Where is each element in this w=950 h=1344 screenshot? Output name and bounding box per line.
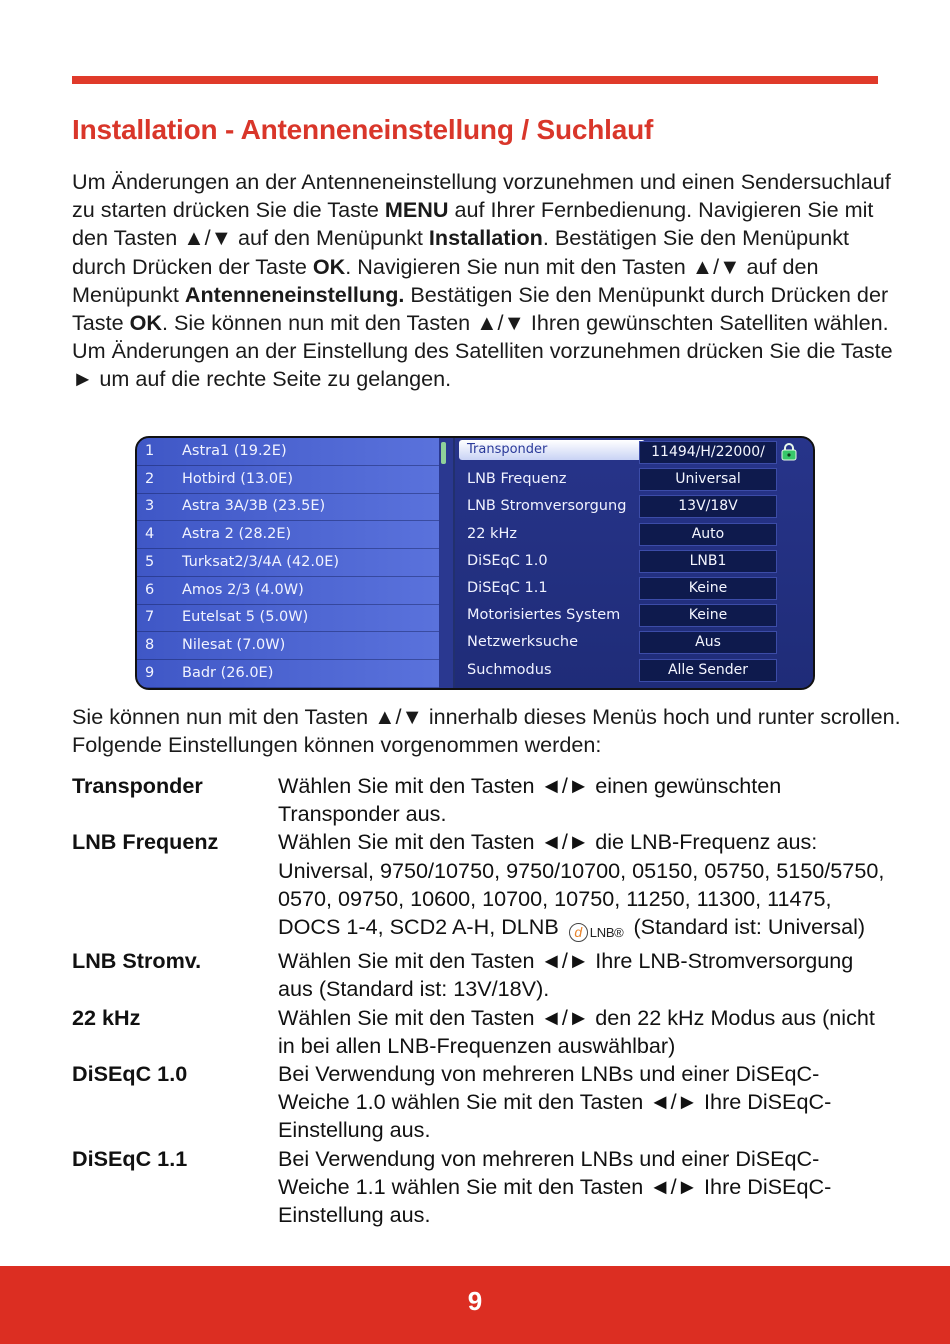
setting-label: LNB Frequenz [467,471,567,488]
text-run: . Sie können nun mit den Tasten ▲/▼ Ihren gewünschten Satelliten wählen. Um Änderungen an der Einstellung des Satelliten vorzunehmen drücken Sie die Taste ► um auf die rechte Seite zu gelangen. [72,310,893,392]
definition-row [72,828,892,947]
definition-description [278,947,888,1003]
satellite-name: Amos 2/3 (4.0W) [182,581,304,598]
setting-value[interactable]: LNB1 [639,550,777,573]
setting-row[interactable] [455,656,813,683]
definition-term: DiSEqC 1.0 [72,1061,188,1087]
text-run: Um Änderungen an der Antenneneinstellung vorzunehmen und einen Sendersuchlauf zu starten drücken Sie die Taste [72,169,891,223]
satellite-row[interactable] [137,521,439,549]
satellite-name: Nilesat (7.0W) [182,636,286,653]
setting-value[interactable]: Alle Sender [639,659,777,682]
definition-term: LNB Frequenz [72,829,219,855]
satellite-number: 7 [145,609,155,626]
bold-term: Installation [428,225,543,251]
satellite-number: 8 [145,636,155,653]
text-run: . Bestätigen Sie den Menüpunkt durch Drücken der Taste [72,225,849,279]
settings-definitions [72,772,892,1229]
satellite-number: 2 [145,470,155,487]
bold-term: OK [129,310,163,336]
definition-row [72,1145,892,1230]
setting-value[interactable]: Aus [639,631,777,654]
dlnb-logo-text: LNB® [589,925,624,941]
setting-row[interactable] [455,628,813,655]
page-number: 9 [467,1286,483,1316]
setting-value[interactable]: 13V/18V [639,495,777,518]
satellite-number: 3 [145,498,155,515]
description-text: Wählen Sie mit den Tasten ◄/► einen gewünschten Transponder aus. [278,773,782,827]
satellite-row[interactable] [137,660,439,688]
tv-screen [135,436,815,690]
setting-label: DiSEqC 1.1 [467,580,548,596]
bold-term: MENU [384,197,449,223]
satellite-row[interactable] [137,632,439,660]
setting-label: Suchmodus [467,661,552,678]
setting-row[interactable] [455,601,813,628]
dlnb-logo-icon [569,916,624,947]
satellite-name: Astra 3A/3B (23.5E) [182,498,326,515]
description-suffix: (Standard ist: Universal) [633,914,866,940]
setting-label: Motorisiertes System [467,607,621,624]
satellite-name: Astra1 (19.2E) [182,443,287,459]
definition-description [278,828,888,947]
setting-row[interactable] [455,547,813,574]
definition-term: 22 kHz [72,1004,141,1030]
intro-paragraph [72,168,902,394]
satellite-name: Eutelsat 5 (5.0W) [182,609,309,626]
setting-label: DiSEqC 1.0 [467,552,548,569]
setting-value[interactable]: 11494/H/22000/ [639,441,777,464]
satellite-number: 9 [145,664,155,681]
panel-separator [439,438,453,688]
description-text: Bei Verwendung von mehreren LNBs und einer DiSEqC-Weiche 1.1 wählen Sie mit den Tasten ◄/► Ihre DiSEqC-Einstellung aus. [278,1145,832,1228]
page-footer [0,1266,950,1344]
setting-label: Netzwerksuche [467,634,579,651]
satellite-name: Turksat2/3/4A (42.0E) [182,553,340,570]
page-title: Installation - Antenneneinstellung / Suchlauf [72,114,654,145]
satellite-name: Hotbird (13.0E) [182,470,293,487]
scrollbar-thumb[interactable] [441,442,446,464]
setting-value[interactable]: Universal [639,468,777,491]
satellite-row[interactable] [137,493,439,521]
satellite-name: Astra 2 (28.2E) [182,526,292,543]
definition-term: Transponder [72,773,203,798]
setting-row[interactable] [455,574,813,601]
text-run: auf Ihrer Fernbedienung. Navigieren Sie mit den Tasten ▲/▼ auf den Menüpunkt [72,197,874,251]
satellite-name: Badr (26.0E) [182,664,274,681]
setting-row[interactable] [455,465,813,492]
setting-row[interactable] [455,520,813,547]
scroll-instructions: Sie können nun mit den Tasten ▲/▼ innerhalb dieses Menüs hoch und runter scrollen. Folgende Einstellungen können vorgenommen werden: [72,704,901,758]
text-run: Bestätigen Sie den Menüpunkt durch Drücken der Taste [72,281,889,336]
definition-description [278,1145,888,1230]
top-rule [72,76,878,84]
satellite-list [137,438,439,688]
setting-value[interactable]: Keine [639,604,777,627]
description-text: Wählen Sie mit den Tasten ◄/► Ihre LNB-Stromversorgung aus (Standard ist: 13V/18V). [278,948,854,1002]
definition-term: LNB Stromv. [72,948,202,974]
text-run: . Navigieren Sie nun mit den Tasten ▲/▼ auf den Menüpunkt [72,253,819,307]
satellite-row[interactable] [137,466,439,494]
description-text: Bei Verwendung von mehreren LNBs und einer DiSEqC-Weiche 1.0 wählen Sie mit den Tasten ◄/► Ihre DiSEqC-Einstellung aus. [278,1061,832,1143]
description-text: Wählen Sie mit den Tasten ◄/► die LNB-Frequenz aus: Universal, 9750/10750, 9750/10700, 05150, 05750, 5150/5750, 0570, 09750, 10600, 10700, 10750, 11250, 11300, 11475, DOCS 1-4, SCD2 A-H, DLNB [278,829,885,940]
definition-description [278,772,888,828]
definition-row [72,772,892,828]
satellite-row[interactable] [137,438,439,466]
satellite-number: 6 [145,581,155,598]
setting-row[interactable] [455,492,813,519]
definition-row [72,1060,892,1145]
definition-description [278,1060,888,1145]
satellite-number: 5 [145,553,155,570]
settings-panel [455,438,813,688]
setting-label: Transponder [459,440,645,460]
setting-label: 22 kHz [467,525,517,542]
definition-row [72,1004,892,1060]
definition-description [278,1004,888,1060]
satellite-row[interactable] [137,549,439,577]
setting-label: LNB Stromversorgung [467,498,627,515]
bold-term: OK [312,253,346,279]
bold-term: Antenneneinstellung. [184,281,405,307]
satellite-number: 1 [145,443,155,459]
satellite-row[interactable] [137,577,439,605]
satellite-row[interactable] [137,604,439,632]
dlnb-logo-mark: d [569,923,588,942]
setting-value[interactable]: Keine [639,577,777,600]
definition-term: DiSEqC 1.1 [72,1145,188,1171]
definition-row [72,947,892,1003]
setting-value[interactable]: Auto [639,523,777,546]
setting-row[interactable] [455,438,813,465]
satellite-number: 4 [145,526,155,543]
description-text: Wählen Sie mit den Tasten ◄/► den 22 kHz Modus aus (nicht in bei allen LNB-Frequenzen auswählbar) [278,1004,875,1058]
